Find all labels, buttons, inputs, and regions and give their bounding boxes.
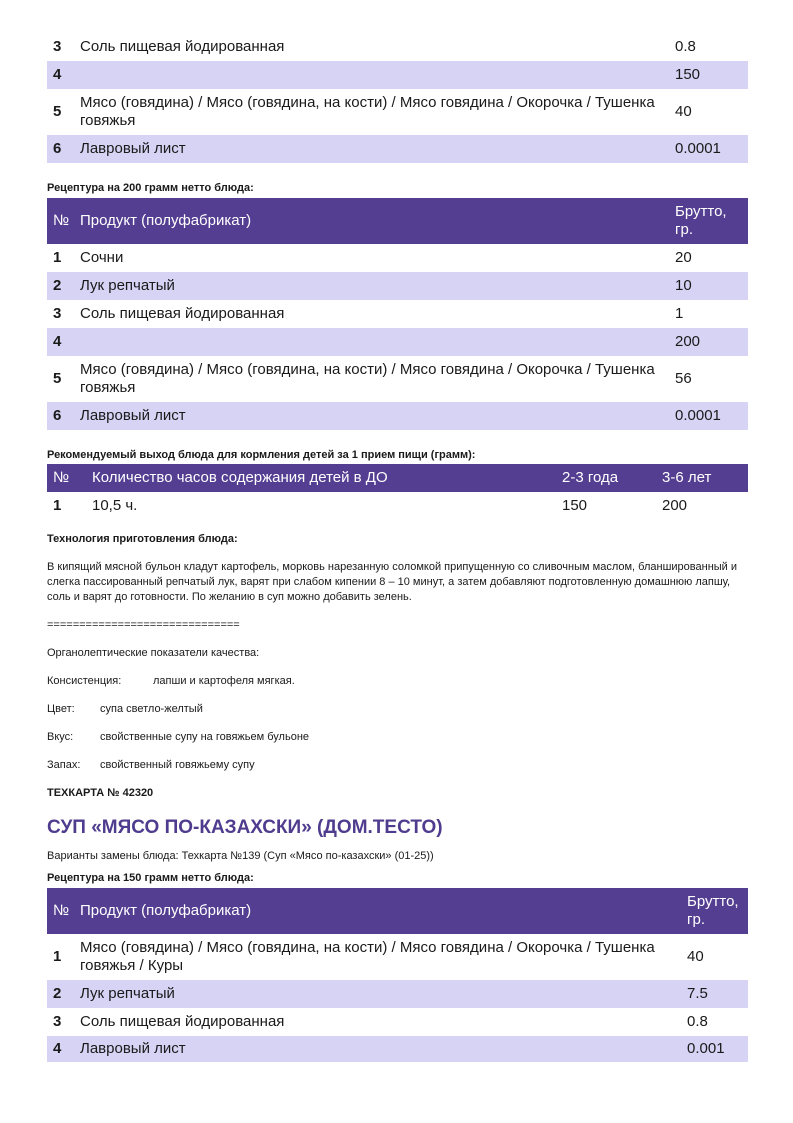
product-name: Мясо (говядина) / Мясо (говядина, на кости) / Мясо говядина / Окорочка / Тушенка говяжья [80,361,655,396]
brutto-value: 40 [675,103,692,120]
recipe-table-200 [47,198,748,430]
table-row [47,980,748,1008]
smell-label: Запах: [47,759,81,771]
row-number: 3 [53,37,62,55]
divider-line: ============================== [47,619,240,631]
table-row [47,402,748,430]
document-page [47,32,748,1062]
product-name: Лук репчатый [74,980,681,1008]
header-age-3-6: 3-6 лет [656,464,748,492]
brutto-value: 0.8 [675,37,696,55]
row-number: 3 [53,1013,62,1030]
table-header-row [47,888,748,934]
product-name: Лавровый лист [74,135,669,163]
row-number: 4 [47,61,74,89]
color-line [47,702,748,717]
product-name: Мясо (говядина) / Мясо (говядина, на кости) / Мясо говядина / Окорочка / Тушенка говяжья [80,94,655,129]
brutto-value: 7.5 [681,980,748,1008]
brutto-value: 0.001 [681,1036,748,1062]
product-name: Лавровый лист [74,402,669,430]
color-value: супа светло-желтый [100,703,203,715]
recipe-caption: Рецептура на 150 грамм нетто блюда: [47,872,254,884]
brutto-value: 1 [675,305,684,322]
product-name [74,61,669,89]
table-header-row [47,198,748,244]
table-row [47,1036,748,1062]
replacement-variants: Варианты замены блюда: Техкарта №139 (Суп «Мясо по-казахски» (01-25)) [47,850,434,862]
brutto-value: 40 [687,948,704,965]
row-number: 1 [53,497,62,514]
header-number: № [47,198,74,244]
product-name: Соль пищевая йодированная [80,1013,285,1030]
row-number: 4 [47,1036,74,1062]
output-table [47,464,748,520]
row-number: 6 [47,135,74,163]
product-name: Лук репчатый [74,272,669,300]
hours-value: 10,5 ч. [92,497,138,514]
header-number: № [47,888,74,934]
product-name: Соль пищевая йодированная [80,305,285,322]
product-name [74,328,669,356]
product-name: Сочни [80,249,124,266]
header-product: Продукт (полуфабрикат) [74,888,681,934]
table-row [47,492,748,520]
header-number: № [47,464,86,492]
header-product: Продукт (полуфабрикат) [74,198,669,244]
product-name: Соль пищевая йодированная [80,37,285,55]
table-header-row [47,464,748,492]
table-row [47,356,748,402]
row-number: 2 [47,980,74,1008]
product-name: Лавровый лист [74,1036,681,1062]
table-row [47,272,748,300]
table-row [47,328,748,356]
smell-line [47,758,748,773]
brutto-value: 200 [669,328,748,356]
brutto-value: 0.0001 [669,402,748,430]
product-name: Мясо (говядина) / Мясо (говядина, на кости) / Мясо говядина / Окорочка / Тушенка говяжья / Куры [80,939,655,974]
taste-value: свойственные супу на говяжьем бульоне [100,731,310,743]
table-row [47,61,748,89]
smell-value: свойственный говяжьему супу [100,759,255,771]
table-row [47,244,748,272]
table-row [47,300,748,328]
header-age-2-3: 2-3 года [556,464,656,492]
row-number: 1 [53,249,62,266]
row-number: 4 [47,328,74,356]
age-3-6-value: 200 [662,497,688,514]
table-row [47,135,748,163]
organoleptic-heading: Органолептические показатели качества: [47,647,260,659]
table-row [47,934,748,980]
consistency-label: Консистенция: [47,675,122,687]
dish-title: СУП «МЯСО ПО-КАЗАХСКИ» (ДОМ.ТЕСТО) [47,817,443,838]
brutto-value: 20 [675,249,692,266]
brutto-value: 10 [669,272,748,300]
output-caption: Рекомендуемый выход блюда для кормления детей за 1 прием пищи (грамм): [47,449,476,461]
table-row [47,89,748,135]
recipe-table-continued [47,32,748,163]
consistency-value: лапши и картофеля мягкая. [153,675,295,687]
header-brutto: Брутто, гр. [681,888,748,934]
technology-heading: Технология приготовления блюда: [47,533,238,545]
recipe-caption: Рецептура на 200 грамм нетто блюда: [47,182,254,194]
table-row [47,1008,748,1036]
technology-text: В кипящий мясной бульон кладут картофель, морковь нарезанную соломкой припущенную со сливочным маслом, бланшированный и слегка пассированный репчатый лук, варят при слабом кипении 8 – 10 минут, а затем добавляют подготовленную домашнюю лапшу, соль и варят до готовности. По желанию в суп можно добавить зелень. [47,561,738,603]
brutto-value: 150 [669,61,748,89]
brutto-value: 0.0001 [669,135,748,163]
row-number: 6 [47,402,74,430]
row-number: 1 [53,948,62,965]
brutto-value: 0.8 [687,1013,708,1030]
consistency-line [47,674,748,689]
brutto-value: 56 [675,370,692,387]
color-label: Цвет: [47,703,75,715]
row-number: 3 [53,305,62,322]
row-number: 5 [53,103,62,120]
row-number: 5 [53,370,62,387]
header-hours: Количество часов содержания детей в ДО [86,464,556,492]
age-2-3-value: 150 [562,497,588,514]
techcard-number: ТЕХКАРТА № 42320 [47,787,154,799]
taste-line [47,730,748,745]
recipe-table-150 [47,888,748,1062]
header-brutto: Брутто, гр. [669,198,748,244]
taste-label: Вкус: [47,731,74,743]
table-row [47,32,748,61]
row-number: 2 [47,272,74,300]
